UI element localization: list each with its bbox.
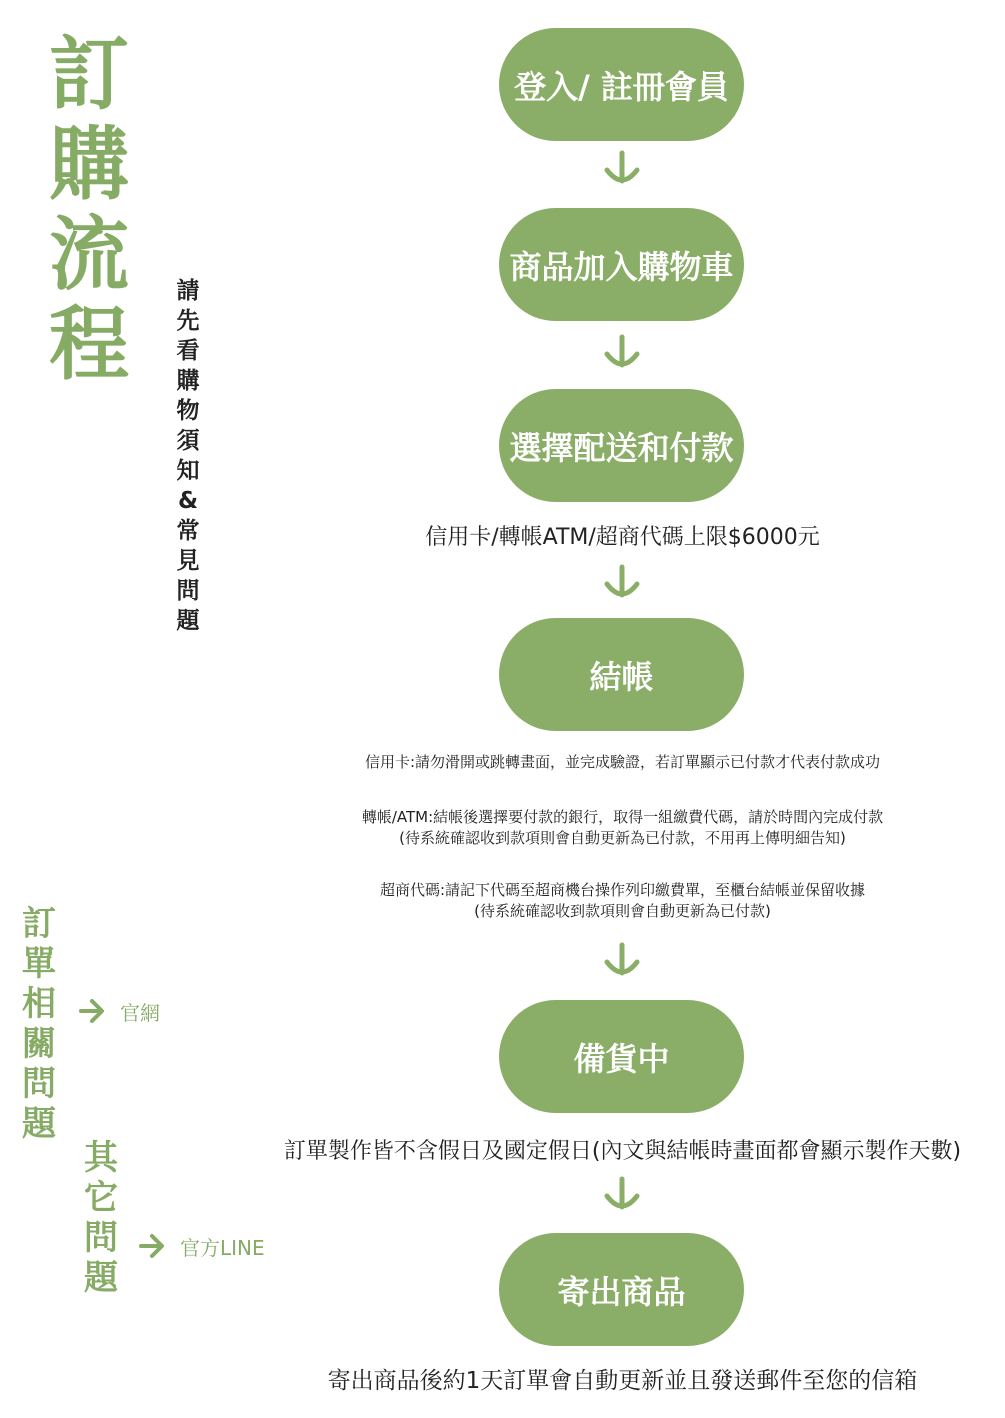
title-char: 程 xyxy=(49,298,129,391)
official-line-label: 官方LINE xyxy=(180,1235,265,1260)
other-q-char: 它 xyxy=(84,1178,118,1218)
arrow-down-icon xyxy=(600,150,644,194)
notice-char: 問 xyxy=(176,578,200,604)
order-q-char: 關 xyxy=(22,1024,56,1064)
arrow-right-icon xyxy=(78,996,106,1026)
credit-card-note: 信用卡:請勿滑開或跳轉畫面，並完成驗證，若訂單顯示已付款才代表付款成功 xyxy=(364,753,881,771)
order-q-char: 訂 xyxy=(22,904,56,944)
official-site-label: 官網 xyxy=(120,1000,160,1025)
order-q-char: 單 xyxy=(22,944,56,984)
preparing-note: 訂單製作皆不含假日及國定假日(內文與結帳時畫面都會顯示製作天數) xyxy=(283,1139,962,1164)
arrow-down-icon xyxy=(600,942,644,986)
store-code-note-line2: (待系統確認收到款項則會自動更新為已付款) xyxy=(474,902,771,920)
notice-char: 題 xyxy=(176,608,200,634)
notice-char: 看 xyxy=(176,338,200,364)
notice-char: 物 xyxy=(176,398,200,424)
step-preparing: 備貨中 xyxy=(499,1000,744,1113)
other-q-char: 其 xyxy=(84,1138,118,1178)
official-line-link[interactable] xyxy=(138,1231,265,1261)
other-q-char: 問 xyxy=(84,1218,118,1258)
notice-char: & xyxy=(177,488,199,514)
shopping-notice-link[interactable] xyxy=(173,276,203,636)
arrow-down-icon xyxy=(600,334,644,378)
page-title xyxy=(46,30,132,390)
payment-limit-note: 信用卡/轉帳ATM/超商代碼上限$6000元 xyxy=(425,525,820,550)
step-add-to-cart: 商品加入購物車 xyxy=(499,208,744,321)
title-char: 購 xyxy=(49,118,129,211)
arrow-down-icon xyxy=(600,1176,644,1220)
notice-char: 見 xyxy=(176,548,200,574)
arrow-down-icon xyxy=(600,564,644,608)
order-q-char: 問 xyxy=(22,1064,56,1104)
notice-char: 常 xyxy=(176,518,200,544)
step-checkout: 結帳 xyxy=(499,618,744,731)
notice-char: 購 xyxy=(176,368,200,394)
store-code-note-line1: 超商代碼:請記下代碼至超商機台操作列印繳費單，至櫃台結帳並保留收據 xyxy=(379,881,866,899)
other-q-char: 題 xyxy=(84,1258,118,1298)
notice-char: 先 xyxy=(176,308,200,334)
shipping-note: 寄出商品後約1天訂單會自動更新並且發送郵件至您的信箱 xyxy=(327,1368,918,1394)
step-ship-products: 寄出商品 xyxy=(499,1233,744,1346)
title-char: 訂 xyxy=(49,28,129,121)
arrow-right-icon xyxy=(138,1231,166,1261)
order-q-char: 相 xyxy=(22,984,56,1024)
notice-char: 請 xyxy=(176,278,200,304)
official-site-link[interactable] xyxy=(78,996,160,1026)
atm-note-line2: (待系統確認收到款項則會自動更新為已付款，不用再上傳明細告知) xyxy=(399,829,846,847)
step-shipping-payment: 選擇配送和付款 xyxy=(499,389,744,502)
step-login-register: 登入/ 註冊會員 xyxy=(499,28,744,141)
notice-char: 知 xyxy=(176,458,200,484)
other-questions-heading xyxy=(80,1138,122,1298)
order-q-char: 題 xyxy=(22,1104,56,1144)
atm-note-line1: 轉帳/ATM:結帳後選擇要付款的銀行，取得一組繳費代碼，請於時間內完成付款 xyxy=(361,808,884,826)
title-char: 流 xyxy=(49,208,129,301)
order-questions-heading xyxy=(18,904,60,1144)
notice-char: 須 xyxy=(176,428,200,454)
